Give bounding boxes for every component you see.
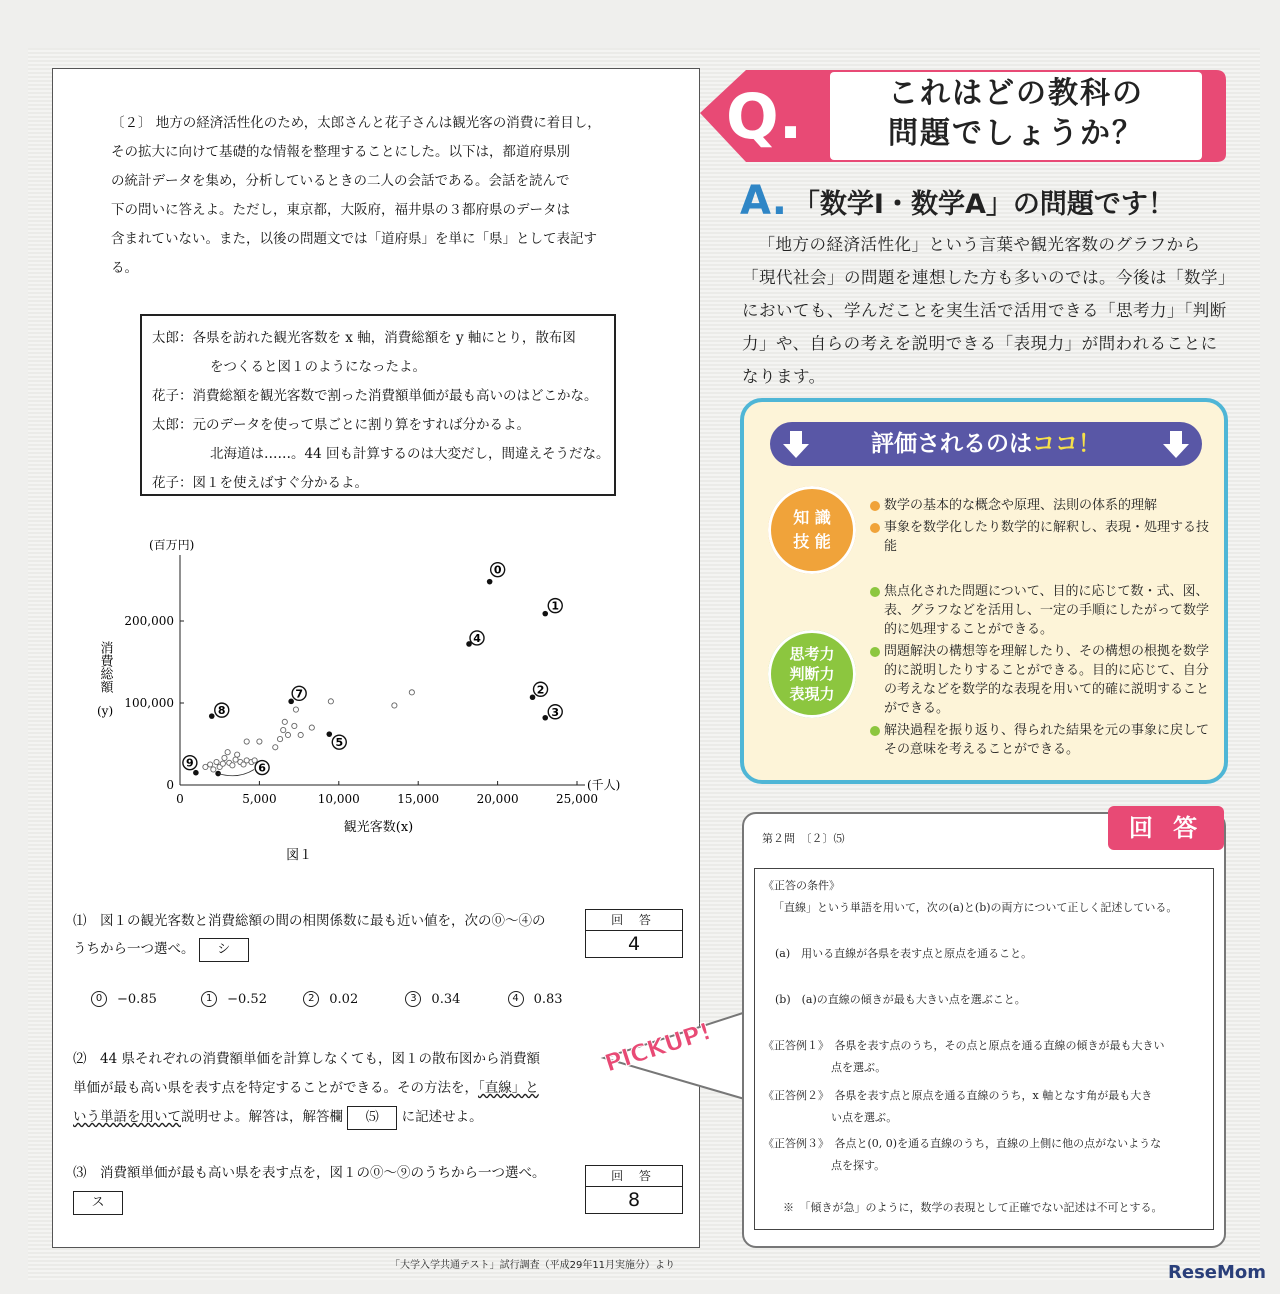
point-label: 5 — [335, 736, 344, 750]
x-axis-label: 観光客数(x) — [343, 820, 414, 835]
answer-line: 「直線」という単語を用いて，次の(a)と(b)の両方について正しく記述している。 — [773, 901, 1178, 914]
dialog-line: 太郎：各県を訪れた観光客数を x 軸，消費総額を y 軸にとり，散布図 — [152, 330, 576, 346]
scatter-point — [244, 739, 249, 744]
answer-header: 回 答 — [586, 910, 682, 931]
a-title: 「数学Ⅰ・数学A」の問題です！ — [792, 188, 1175, 220]
scatter-point — [409, 690, 414, 695]
badge-thinking: 思考力 判断力 表現力 — [768, 630, 856, 718]
option-0: 0 −0.85 — [91, 991, 197, 1007]
scatter-point — [293, 707, 298, 712]
answer-line: 《正答例３》 各点と(0, 0)を通る直線のうち，直線の上側に他の点がないような — [763, 1137, 1162, 1150]
q2-text: ⑵ 44 県それぞれの消費額単価を計算しなくても，図１の散布図から消費額 — [73, 1051, 540, 1067]
q1-text: ⑴ 図１の観光客数と消費総額の間の相関係数に最も近い値を，次の⓪～④の — [73, 913, 546, 929]
answer-line: 点を探す。 — [831, 1159, 886, 1172]
down-arrow-icon — [1160, 428, 1192, 460]
answer-line: い点を選ぶ。 — [831, 1111, 898, 1124]
question-2 — [73, 1045, 603, 1132]
q-mark: Q. — [726, 80, 803, 153]
knowledge-list — [870, 496, 1210, 559]
answer-conditions — [754, 868, 1214, 1230]
evaluation-title: 評価されるのは — [871, 431, 1032, 457]
scatter-point — [257, 739, 262, 744]
x-tick-label: 10,000 — [317, 792, 360, 806]
dialog-line: 花子：消費総額を観光客数で割った消費額単価が最も高いのはどこかな。 — [152, 388, 598, 404]
thinking-list — [870, 582, 1210, 762]
evaluation-title-highlight: ココ！ — [1032, 431, 1101, 457]
point-label: 1 — [551, 599, 560, 613]
point-label: 9 — [186, 756, 194, 770]
point-label: 6 — [258, 761, 266, 775]
scatter-chart — [53, 69, 699, 889]
y-tick-label: 200,000 — [124, 614, 174, 628]
option-1: 1 −0.52 — [201, 991, 299, 1007]
point-label: 0 — [493, 563, 502, 577]
point-label: 7 — [295, 687, 303, 701]
a-line — [740, 178, 1175, 224]
logo: ReseMom — [1168, 1262, 1267, 1283]
dialog-line: 北海道は……。44 回も計算するのは大変だし，間違えそうだな。 — [210, 446, 610, 462]
badge-knowledge: 知 識 技 能 — [768, 486, 856, 574]
q2-underline-1: 「直線」と — [478, 1080, 539, 1096]
source-note: 「大学入学共通テスト」試行調査（平成29年11月実施分）より — [390, 1260, 676, 1271]
q1-answer: 4 — [627, 933, 641, 955]
q1-text-2: うちから一つ選べ。 — [73, 941, 195, 957]
list-item: 数学の基本的な概念や原理、法則の体系的理解 — [870, 496, 1210, 515]
answer-line: 《正答例１》 各県を表す点のうち，その点と原点を通る直線の傾きが最も大きい — [763, 1039, 1165, 1052]
scatter-point — [281, 727, 286, 732]
intro-text: 〔２〕 地方の経済活性化のため，太郎さんと花子さんは観光客の消費に着目し， その拡大に向けて基礎的な情報を整理することにした。以下は，都道府県別 の統計データを集め，分析しているときの二人の会話である。会話を読んで 下の問いに答えよ。ただし，東京都，大阪府，福井県の３都府県のデータは 含まれていない。また，以後の問題文では「道府県」を単に「県」として表記す る。 — [111, 115, 601, 276]
scatter-point — [328, 699, 333, 704]
x-tick-label: 15,000 — [397, 792, 440, 806]
scatter-point — [285, 732, 290, 737]
dialog-line: 太郎：元のデータを使って県ごとに割り算をすれば分かるよ。 — [152, 417, 530, 433]
scatter-point — [208, 762, 213, 767]
pickup-label: PICKUP! — [601, 1016, 715, 1078]
labeled-point — [542, 611, 548, 617]
scatter-point — [292, 723, 297, 728]
labeled-point — [530, 694, 536, 700]
labeled-point — [193, 770, 199, 776]
x-tick-label: 0 — [176, 792, 184, 806]
labeled-point — [288, 699, 294, 705]
answer-note: ※ 「傾きが急」のように，数学の表現として正確でない記述は不可とする。 — [783, 1201, 1163, 1214]
point-label: 3 — [551, 705, 560, 719]
q-title: これはどの教科の 問題でしょうか？ — [830, 72, 1202, 160]
option-4: 4 0.83 — [508, 991, 563, 1007]
question-3 — [73, 1159, 603, 1217]
option-3: 3 0.34 — [405, 991, 503, 1007]
scatter-point — [225, 750, 230, 755]
figure-caption: 図１ — [286, 848, 313, 863]
list-item: 問題解決の構想等を理解したり、その構想の根拠を数学的に説明したりすることができる。目的に応じて、自分の考えなどを数学的な表現を用いて的確に説明することができる。 — [870, 642, 1210, 718]
scatter-point — [222, 755, 227, 760]
q3-text: ⑶ 消費額単価が最も高い県を表す点を，図１の⓪～⑨のうちから一つ選べ。 — [73, 1165, 546, 1181]
x-tick-label: 20,000 — [476, 792, 519, 806]
q3-answer-box — [585, 1165, 683, 1214]
pickup-callout — [598, 988, 758, 1108]
q3-answer: 8 — [627, 1189, 641, 1211]
scatter-point — [230, 763, 235, 768]
q1-answer-slot: シ — [199, 938, 249, 962]
scatter-point — [273, 745, 278, 750]
labeled-point — [326, 731, 332, 737]
a-explanation: 「地方の経済活性化」という言葉や観光客数のグラフから「現代社会」の問題を連想した方も多いのでは。今後は「数学」においても、学んだことを実生活で活用できる「思考力」「判断力」や、自らの考えを説明できる「表現力」が問われることになります。 — [742, 235, 1227, 386]
labeled-point — [487, 579, 493, 585]
label-connector — [218, 770, 254, 776]
q2-text-4: に記述せよ。 — [401, 1109, 483, 1125]
evaluation-header — [770, 422, 1202, 466]
q2-text-2: 単価が最も高い県を表す点を特定することができる。その方法を， — [73, 1080, 478, 1096]
scatter-point — [309, 725, 314, 730]
scatter-point — [277, 736, 282, 741]
answer-title: 第２問 〔２〕⑸ — [762, 832, 845, 845]
down-arrow-icon — [780, 428, 812, 460]
answer-line: 《正答例２》 各県を表す点と原点を通る直線のうち，x 軸となす角が最も大き — [763, 1089, 1153, 1102]
point-label: 8 — [217, 704, 226, 718]
scatter-point — [235, 752, 240, 757]
y-unit-label: (百万円) — [149, 538, 195, 552]
scatter-point — [214, 759, 219, 764]
x-tick-label: 25,000 — [556, 792, 598, 806]
q3-answer-slot: ス — [73, 1191, 123, 1215]
answer-line: 点を選ぶ。 — [831, 1061, 887, 1074]
answer-header: 回 答 — [586, 1166, 682, 1187]
q1-options — [91, 991, 563, 1007]
q1-answer-box — [585, 909, 683, 958]
question-1 — [73, 907, 546, 963]
x-tick-label: 5,000 — [242, 792, 277, 806]
y-tick-label: 0 — [166, 778, 174, 792]
scatter-point — [392, 703, 397, 708]
labeled-point — [542, 715, 548, 721]
scatter-point — [282, 719, 287, 724]
labeled-point — [209, 713, 215, 719]
y-axis-label: 消費総額 — [97, 641, 113, 693]
y-axis-var: (y) — [97, 704, 114, 718]
answer-line: 《正答の条件》 — [763, 879, 840, 892]
list-item: 事象を数学化したり数学的に解釈し、表現・処理する技能 — [870, 518, 1210, 556]
x-unit-label: (千人) — [587, 778, 621, 792]
q2-text-3: 説明せよ。解答は，解答欄 — [181, 1109, 343, 1125]
list-item: 焦点化された問題について、目的に応じて数・式、図、表、グラフなどを活用し、一定の手順にしたがって数学的に処理することができる。 — [870, 582, 1210, 639]
answer-line: (a) 用いる直線が各県を表す点と原点を通ること。 — [775, 947, 1033, 960]
a-mark: A. — [740, 178, 787, 224]
scatter-point — [211, 767, 216, 772]
y-tick-label: 100,000 — [124, 696, 174, 710]
answer-line: (b) (a)の直線の傾きが最も大きい点を選ぶこと。 — [775, 993, 1026, 1006]
list-item: 解決過程を振り返り、得られた結果を元の事象に戻してその意味を考えることができる。 — [870, 721, 1210, 759]
dialog-line: 花子：図１を使えばすぐ分かるよ。 — [152, 475, 368, 491]
q2-underline-2: いう単語を用いて — [73, 1109, 181, 1125]
evaluation-box — [740, 398, 1228, 784]
q2-answer-slot: ⑸ — [347, 1106, 397, 1130]
point-label: 4 — [473, 631, 481, 645]
answer-panel — [742, 812, 1226, 1248]
point-label: 2 — [536, 683, 545, 697]
option-2: 2 0.02 — [303, 991, 401, 1007]
scatter-point — [252, 758, 257, 763]
dialog-line: をつくると図１のようになったよ。 — [210, 359, 426, 375]
scatter-point — [298, 732, 303, 737]
answer-tag: 回 答 — [1108, 806, 1224, 850]
scatter-point — [220, 761, 225, 766]
